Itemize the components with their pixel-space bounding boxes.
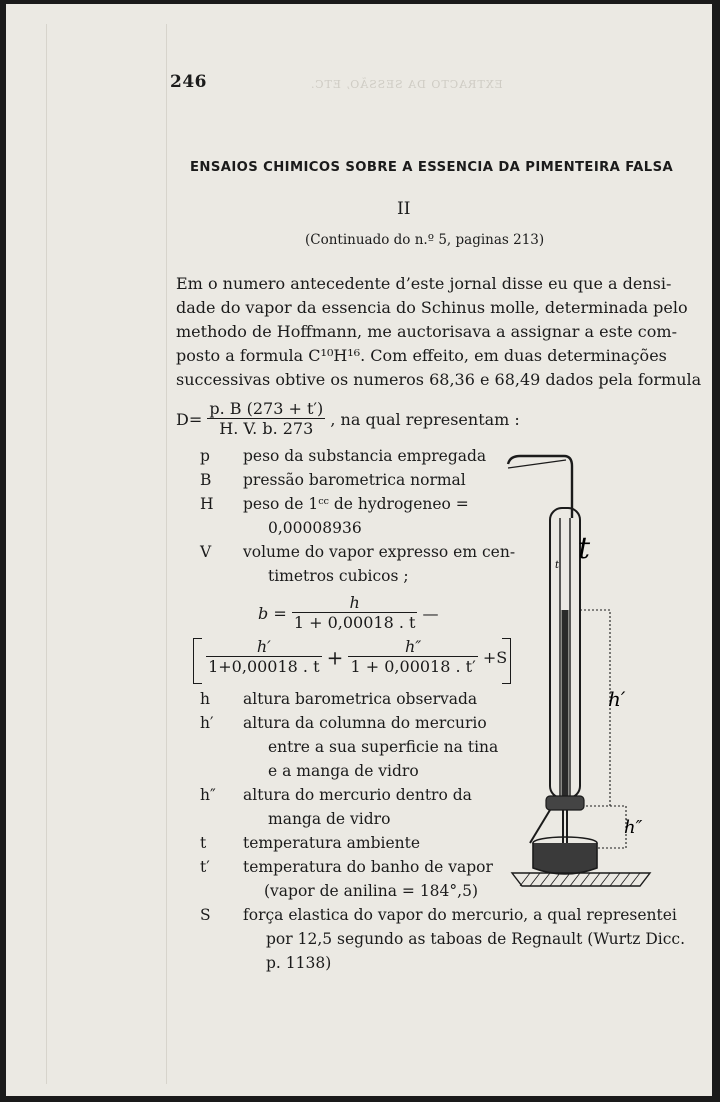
formula-fraction	[292, 594, 418, 633]
definition-text: peso da substancia empregada	[243, 447, 487, 465]
intro-paragraph	[176, 272, 702, 392]
definition-text: altura barometrica observada	[243, 690, 478, 708]
definition-text: manga de vidro	[268, 810, 391, 828]
figure-label-t-large: t	[578, 531, 591, 566]
paragraph-line: successivas obtive os numeros 68,36 e 68,49 dados pela formula	[176, 370, 702, 389]
formula-plus-s: +S	[482, 648, 508, 667]
definition-text: e a manga de vidro	[268, 762, 419, 780]
definition-symbol: V	[200, 543, 212, 561]
fraction-denominator: H. V. b. 273	[219, 419, 314, 438]
formula-tail: —	[422, 604, 439, 623]
section-number: II	[397, 199, 411, 219]
page-rule-inner	[166, 24, 167, 1084]
paragraph-line: posto a formula C¹⁰H¹⁶. Com effeito, em duas determinações	[176, 346, 667, 365]
paragraph-line: methodo de Hoffmann, me auctorisava a assignar a este com-	[176, 322, 677, 341]
paragraph-line: Em o numero antecedente d’este jornal disse eu que a densi-	[176, 274, 672, 293]
paragraph-line: dade do vapor da essencia do Schinus molle, determinada pelo	[176, 298, 688, 317]
definition-text: por 12,5 segundo as taboas de Regnault (Wurtz Dicc.	[266, 930, 686, 948]
definition-text: altura do mercurio dentro da	[243, 786, 472, 804]
fraction-numerator: h	[292, 594, 418, 613]
h-prime-dimension	[580, 610, 610, 806]
fraction-numerator: h″	[348, 638, 477, 657]
definition-text: pressão barometrica normal	[243, 471, 466, 489]
formula-fraction	[348, 638, 477, 677]
definition-text: força elastica do vapor do mercurio, a qual representei	[243, 906, 677, 924]
collar	[546, 796, 584, 810]
fraction-denominator: 1+0,00018 . t	[208, 657, 320, 676]
formula-b	[258, 594, 439, 633]
running-head-bleedthrough: EXTRACTO DA SESSÃO, ETC.	[310, 78, 503, 91]
definition-text: temperatura ambiente	[243, 834, 421, 852]
definition-symbol: h″	[200, 786, 216, 804]
formula-suffix: , na qual representam :	[330, 410, 520, 429]
formula-lhs: b =	[258, 604, 287, 623]
page-rule-left	[46, 24, 47, 1084]
mercury-column	[562, 610, 569, 800]
definition-symbol: H	[200, 495, 214, 513]
formula-fraction	[207, 400, 325, 439]
article-title: ENSAIOS CHIMICOS SOBRE A ESSENCIA DA PIMENTEIRA FALSA	[190, 160, 674, 175]
definition-text: (vapor de anilina = 184°,5)	[264, 882, 478, 900]
page-number: 246	[170, 72, 207, 92]
definition-text: altura da columna do mercurio	[243, 714, 487, 732]
definition-symbol: p	[200, 447, 210, 465]
definition-symbol: S	[200, 906, 211, 924]
figure-label-h-prime: h′	[608, 687, 626, 711]
fraction-denominator: 1 + 0,00018 . t′	[350, 657, 476, 676]
definition-symbol: h′	[200, 714, 214, 732]
definition-text: 0,00008936	[268, 519, 362, 537]
continued-note: (Continuado do n.º 5, paginas 213)	[305, 232, 545, 248]
figure-label-h-double: h″	[624, 817, 643, 838]
formula-bracket	[193, 638, 507, 684]
definition-symbol: t′	[200, 858, 210, 876]
formula-lhs: D=	[176, 410, 203, 429]
definition-text: entre a sua superficie na tina	[268, 738, 499, 756]
bracket-left	[193, 638, 202, 684]
formula-plus: +	[326, 645, 344, 670]
formula-fraction	[206, 638, 321, 677]
vapor-density-apparatus-figure	[500, 448, 665, 888]
definition-text: timetros cubicos ;	[268, 567, 409, 585]
figure-label-t-small: t	[555, 560, 560, 571]
fraction-numerator: h′	[206, 638, 321, 657]
formula-density	[176, 400, 520, 440]
definition-text: volume do vapor expresso em cen-	[243, 543, 516, 561]
definition-text: p. 1138)	[266, 954, 332, 972]
h-double-dimension	[598, 806, 626, 848]
definition-symbol: B	[200, 471, 212, 489]
definition-symbol: h	[200, 690, 210, 708]
fraction-denominator: 1 + 0,00018 . t	[293, 613, 416, 632]
fraction-numerator: p. B (273 + t′)	[209, 399, 324, 418]
definition-text: temperatura do banho de vapor	[243, 858, 493, 876]
definition-text: peso de 1ᶜᶜ de hydrogeneo =	[243, 495, 469, 513]
definition-symbol: t	[200, 834, 207, 852]
